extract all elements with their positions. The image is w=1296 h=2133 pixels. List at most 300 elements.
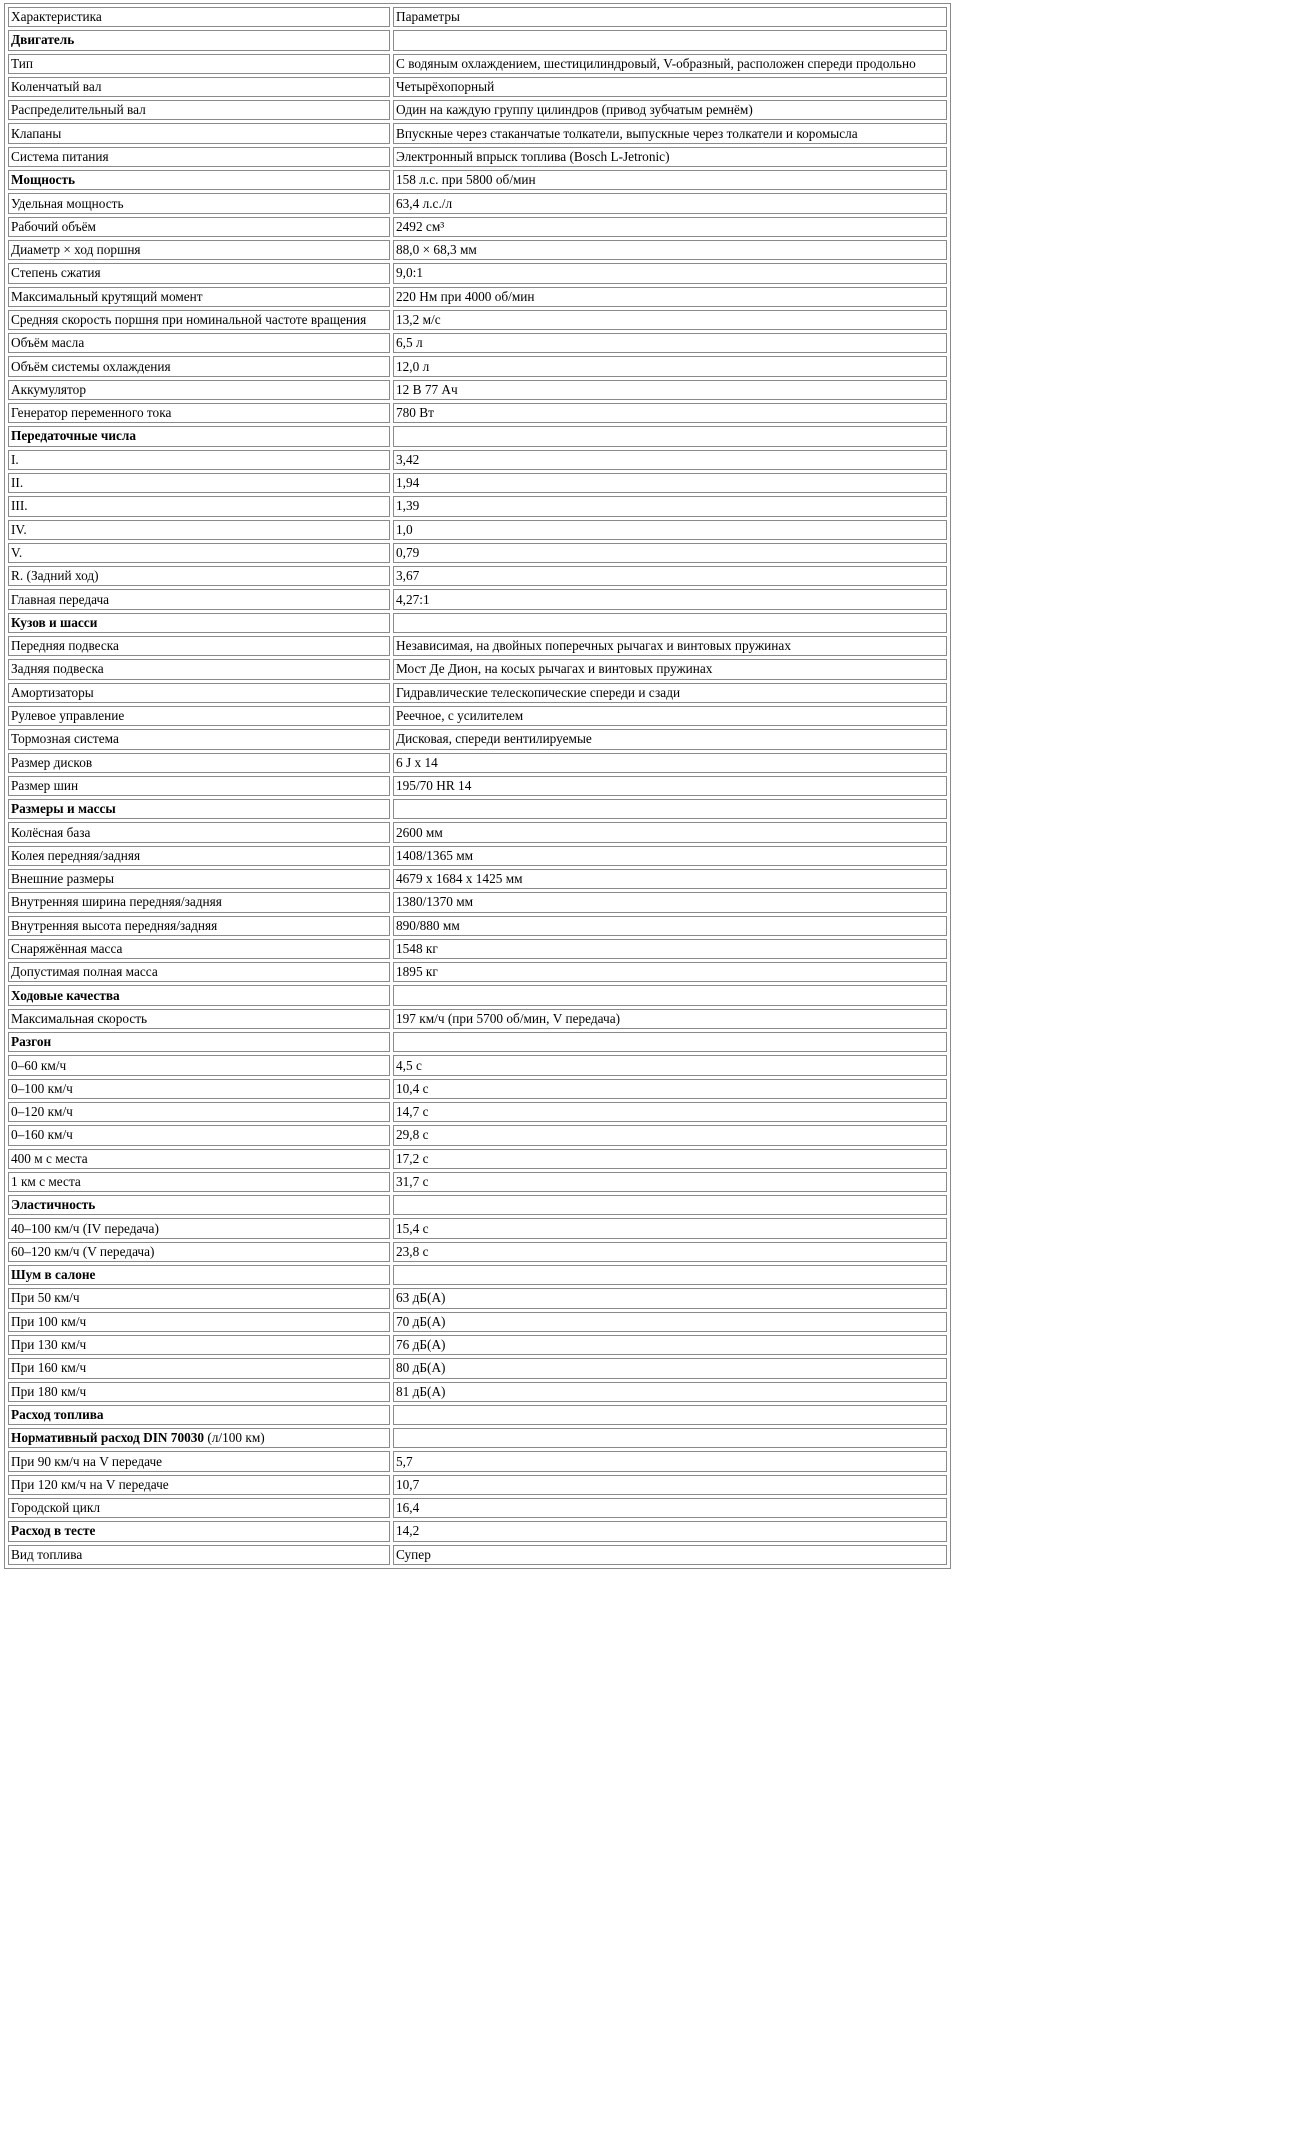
row-label: Передаточные числа [11, 428, 136, 444]
row-value-cell [393, 1218, 947, 1238]
row-label: Нормативный расход DIN 70030 [11, 1430, 205, 1446]
row-value: Дисковая, спереди вентилируемые [396, 731, 592, 747]
row-label-cell [8, 30, 390, 50]
table-row [8, 636, 947, 656]
row-label: Мощность [11, 172, 76, 188]
row-value-cell [393, 1009, 947, 1029]
row-label-cell [8, 916, 390, 936]
row-label: Аккумулятор [11, 381, 86, 397]
table-row [8, 1498, 947, 1518]
row-value-cell [393, 1265, 947, 1285]
row-value: 780 Вт [396, 405, 434, 421]
row-label-cell [8, 380, 390, 400]
section-row [8, 1265, 947, 1285]
row-label: 400 м с места [11, 1150, 88, 1166]
row-value-cell [393, 473, 947, 493]
row-value: 1,94 [396, 475, 420, 491]
section-row [8, 985, 947, 1005]
row-value-cell [393, 1428, 947, 1448]
row-label-cell [8, 1218, 390, 1238]
table-row [8, 659, 947, 679]
row-value: Мост Де Дион, на косых рычагах и винтовых пружинах [396, 661, 713, 677]
table-row [8, 1288, 947, 1308]
row-value: 10,4 с [396, 1080, 429, 1096]
row-value: 14,7 с [396, 1104, 429, 1120]
row-value-cell [393, 1125, 947, 1145]
row-label-cell [8, 356, 390, 376]
row-value-cell [393, 659, 947, 679]
row-value-cell [393, 1335, 947, 1355]
table-row [8, 916, 947, 936]
row-label-cell [8, 613, 390, 633]
row-label-cell [8, 1545, 390, 1565]
row-label-cell [8, 892, 390, 912]
row-value: Независимая, на двойных поперечных рычагах и винтовых пружинах [396, 638, 791, 654]
row-value: 16,4 [396, 1500, 420, 1516]
row-label: При 160 км/ч [11, 1360, 87, 1376]
row-value-cell [393, 799, 947, 819]
row-label: Колёсная база [11, 824, 91, 840]
row-value-cell [393, 1079, 947, 1099]
row-label: 60–120 км/ч (V передача) [11, 1243, 155, 1259]
row-value-cell [393, 30, 947, 50]
row-value: Супер [396, 1546, 431, 1562]
row-value: Четырёхопорный [396, 79, 495, 95]
row-value-cell [393, 356, 947, 376]
row-value: 80 дБ(А) [396, 1360, 446, 1376]
row-label: Допустимая полная масса [11, 964, 158, 980]
row-value: 1408/1365 мм [396, 847, 474, 863]
row-label: Максимальный крутящий момент [11, 288, 203, 304]
row-value: 1,39 [396, 498, 420, 514]
row-label: Объём масла [11, 335, 85, 351]
row-label: При 90 км/ч на V передаче [11, 1453, 163, 1469]
table-row [8, 193, 947, 213]
row-label: Ходовые качества [11, 987, 120, 1003]
section-row [8, 1032, 947, 1052]
row-value-cell [393, 683, 947, 703]
row-value: 15,4 с [396, 1220, 429, 1236]
row-label: Снаряжённая масса [11, 941, 123, 957]
row-label: Генератор переменного тока [11, 405, 172, 421]
table-row [8, 846, 947, 866]
row-value: 4,27:1 [396, 591, 430, 607]
table-row [8, 869, 947, 889]
row-value: 2600 мм [396, 824, 443, 840]
row-value: С водяным охлаждением, шестицилиндровый, V-образный, расположен спереди продольно [396, 55, 916, 71]
row-label: При 120 км/ч на V передаче [11, 1476, 169, 1492]
row-label-cell [8, 1125, 390, 1145]
row-value-cell [393, 985, 947, 1005]
row-label-cell [8, 1428, 390, 1448]
row-label-cell [8, 473, 390, 493]
table-row [8, 356, 947, 376]
row-value-cell [393, 939, 947, 959]
row-value: Один на каждую группу цилиндров (привод зубчатым ремнём) [396, 102, 753, 118]
row-label-cell [8, 1358, 390, 1378]
row-label: Удельная мощность [11, 195, 124, 211]
row-value: 70 дБ(А) [396, 1313, 446, 1329]
row-value-cell [393, 776, 947, 796]
row-value-cell [393, 613, 947, 633]
row-label-cell [8, 333, 390, 353]
table-row [8, 543, 947, 563]
row-value: 1,0 [396, 521, 413, 537]
row-value-cell [393, 1102, 947, 1122]
row-label-cell [8, 799, 390, 819]
table-header-row [8, 7, 947, 27]
table-row [8, 753, 947, 773]
table-row [8, 123, 947, 143]
row-label: Максимальная скорость [11, 1010, 148, 1026]
table-row [8, 473, 947, 493]
row-value: 76 дБ(А) [396, 1337, 446, 1353]
row-label-cell [8, 1288, 390, 1308]
table-row [8, 170, 947, 190]
row-value: 2492 см³ [396, 218, 445, 234]
table-row [8, 54, 947, 74]
row-value-cell [393, 263, 947, 283]
row-label-cell [8, 1242, 390, 1262]
row-label-cell [8, 776, 390, 796]
row-label-cell [8, 846, 390, 866]
section-row [8, 426, 947, 446]
table-row [8, 287, 947, 307]
row-label: Тип [11, 55, 34, 71]
row-value-cell [393, 1451, 947, 1471]
row-value-cell [393, 1172, 947, 1192]
row-label: Размер шин [11, 777, 79, 793]
row-label-cell [8, 147, 390, 167]
row-value: Реечное, с усилителем [396, 708, 524, 724]
section-row [8, 1195, 947, 1215]
row-value: 12,0 л [396, 358, 430, 374]
row-label-cell [8, 520, 390, 540]
table-row [8, 1382, 947, 1402]
row-value-cell [393, 380, 947, 400]
row-value: 17,2 с [396, 1150, 429, 1166]
table-row [8, 683, 947, 703]
row-label: При 130 км/ч [11, 1337, 87, 1353]
row-label-cell [8, 310, 390, 330]
row-value-cell [393, 1242, 947, 1262]
row-value-cell [393, 846, 947, 866]
row-value-cell [393, 426, 947, 446]
table-row [8, 892, 947, 912]
row-value: 88,0 × 68,3 мм [396, 242, 477, 258]
row-label: Двигатель [11, 32, 75, 48]
row-value: 195/70 HR 14 [396, 777, 472, 793]
row-value: 6,5 л [396, 335, 423, 351]
row-value-cell [393, 869, 947, 889]
table-row [8, 1172, 947, 1192]
row-label: При 100 км/ч [11, 1313, 87, 1329]
row-label-cell [8, 287, 390, 307]
row-label-cell [8, 1382, 390, 1402]
row-label-cell [8, 939, 390, 959]
row-label: Задняя подвеска [11, 661, 104, 677]
table-row [8, 1079, 947, 1099]
row-value: 3,67 [396, 568, 420, 584]
row-label-cell [8, 1312, 390, 1332]
row-value: 5,7 [396, 1453, 413, 1469]
table-row [8, 729, 947, 749]
row-value: 13,2 м/с [396, 312, 441, 327]
row-value-cell [393, 1498, 947, 1518]
row-value-cell [393, 403, 947, 423]
table-row [8, 939, 947, 959]
row-label: Передняя подвеска [11, 638, 119, 654]
row-label: Размер дисков [11, 754, 93, 770]
row-label-cell [8, 450, 390, 470]
row-value: 6 J x 14 [396, 754, 438, 770]
spec-table [4, 3, 951, 1569]
row-label: Внешние размеры [11, 871, 115, 887]
table-row [8, 403, 947, 423]
row-label-cell [8, 54, 390, 74]
spec-table-body [8, 7, 947, 1565]
row-label-cell [8, 1149, 390, 1169]
row-value-cell [393, 333, 947, 353]
row-value-cell [393, 916, 947, 936]
row-value-cell [393, 1521, 947, 1541]
row-label: Колея передняя/задняя [11, 847, 141, 863]
row-label: 40–100 км/ч (IV передача) [11, 1220, 159, 1236]
table-row [8, 1335, 947, 1355]
row-label: IV. [11, 521, 27, 537]
row-value: 12 В 77 Ач [396, 381, 458, 397]
row-label: I. [11, 451, 19, 467]
row-value-cell [393, 1195, 947, 1215]
row-value-cell [393, 54, 947, 74]
table-row [8, 1521, 947, 1541]
row-label-cell [8, 1475, 390, 1495]
row-label-cell [8, 1451, 390, 1471]
row-value-cell [393, 892, 947, 912]
row-label-cell [8, 1055, 390, 1075]
table-row [8, 1312, 947, 1332]
row-label-cell [8, 683, 390, 703]
header-parameters: Параметры [393, 7, 947, 27]
table-row [8, 1055, 947, 1075]
row-label-cell [8, 403, 390, 423]
row-label: II. [11, 475, 24, 491]
row-label-cell [8, 77, 390, 97]
row-value-cell [393, 520, 947, 540]
table-row [8, 450, 947, 470]
table-row [8, 217, 947, 237]
section-row [8, 1428, 947, 1448]
row-value-cell [393, 170, 947, 190]
row-label-cell [8, 869, 390, 889]
row-value-cell [393, 77, 947, 97]
row-label: Коленчатый вал [11, 79, 102, 95]
row-label: Внутренняя ширина передняя/задняя [11, 894, 222, 910]
row-label: Средняя скорость поршня при номинальной частоте вращения [11, 312, 367, 327]
row-label: Внутренняя высота передняя/задняя [11, 917, 218, 933]
row-label: 0–60 км/ч [11, 1057, 67, 1073]
row-value-cell [393, 1032, 947, 1052]
row-value-cell [393, 962, 947, 982]
table-row [8, 333, 947, 353]
row-value-cell [393, 287, 947, 307]
row-label-cell [8, 1032, 390, 1052]
row-value: 220 Нм при 4000 об/мин [396, 288, 535, 304]
row-value: 9,0:1 [396, 265, 423, 281]
row-value-cell [393, 1382, 947, 1402]
row-value-cell [393, 706, 947, 726]
table-row [8, 962, 947, 982]
row-value: 4679 x 1684 x 1425 мм [396, 871, 523, 887]
row-value-cell [393, 1055, 947, 1075]
row-value-cell [393, 496, 947, 516]
row-value-cell [393, 193, 947, 213]
row-label: При 180 км/ч [11, 1383, 87, 1399]
table-row [8, 1102, 947, 1122]
row-value: 197 км/ч (при 5700 об/мин, V передача) [396, 1010, 621, 1026]
row-label-cell [8, 1009, 390, 1029]
row-label-cell [8, 123, 390, 143]
table-row [8, 1358, 947, 1378]
row-label-cell [8, 1498, 390, 1518]
row-label: Система питания [11, 148, 109, 164]
row-value: 158 л.с. при 5800 об/мин [396, 172, 536, 188]
table-row [8, 1242, 947, 1262]
row-label-cell [8, 589, 390, 609]
row-label: Вид топлива [11, 1546, 83, 1562]
row-value: 1380/1370 мм [396, 894, 474, 910]
row-label-cell [8, 1102, 390, 1122]
row-label: Главная передача [11, 591, 110, 607]
row-value-cell [393, 1405, 947, 1425]
row-label-cell [8, 985, 390, 1005]
row-label: Рулевое управление [11, 708, 125, 724]
row-value-cell [393, 1358, 947, 1378]
row-label: V. [11, 544, 23, 560]
row-value-cell [393, 753, 947, 773]
row-label: Размеры и массы [11, 801, 116, 817]
row-label: Шум в салоне [11, 1267, 96, 1283]
row-value: 10,7 [396, 1476, 420, 1492]
table-row [8, 706, 947, 726]
row-value-cell [393, 123, 947, 143]
row-label-cell [8, 706, 390, 726]
row-value: 81 дБ(А) [396, 1383, 446, 1399]
row-label-suffix: (л/100 км) [204, 1430, 265, 1446]
row-label-cell [8, 240, 390, 260]
row-value: 29,8 с [396, 1127, 429, 1143]
row-label: 0–100 км/ч [11, 1080, 73, 1096]
row-label: 0–160 км/ч [11, 1127, 73, 1143]
row-label-cell [8, 426, 390, 446]
table-row [8, 1218, 947, 1238]
row-value-cell [393, 240, 947, 260]
row-value: 23,8 с [396, 1243, 429, 1259]
row-label: Эластичность [11, 1197, 96, 1213]
row-value: 0,79 [396, 544, 420, 560]
row-label: III. [11, 498, 28, 514]
row-value: Впускные через стаканчатые толкатели, выпускные через толкатели и коромысла [396, 125, 858, 141]
row-value-cell [393, 636, 947, 656]
row-value: 890/880 мм [396, 917, 460, 933]
spec-table-container [4, 3, 951, 1569]
row-label-cell [8, 193, 390, 213]
row-value: 14,2 [396, 1523, 420, 1539]
table-row [8, 147, 947, 167]
table-row [8, 1545, 947, 1565]
row-value: 3,42 [396, 451, 420, 467]
section-row [8, 799, 947, 819]
row-value: 63 дБ(А) [396, 1290, 446, 1306]
row-value-cell [393, 729, 947, 749]
table-row [8, 822, 947, 842]
section-row [8, 1405, 947, 1425]
row-label: Расход топлива [11, 1406, 104, 1422]
row-value-cell [393, 589, 947, 609]
row-label: Городской цикл [11, 1500, 100, 1516]
row-label-cell [8, 1405, 390, 1425]
row-value-cell [393, 217, 947, 237]
row-value: Электронный впрыск топлива (Bosch L-Jetronic) [396, 148, 670, 164]
row-value: Гидравлические телескопические спереди и сзади [396, 684, 681, 700]
row-value-cell [393, 147, 947, 167]
row-label-cell [8, 100, 390, 120]
row-label: При 50 км/ч [11, 1290, 80, 1306]
row-value-cell [393, 1312, 947, 1332]
row-label: Диаметр × ход поршня [11, 242, 141, 258]
table-row [8, 380, 947, 400]
row-label-cell [8, 962, 390, 982]
row-value-cell [393, 310, 947, 330]
table-row [8, 496, 947, 516]
row-label: 0–120 км/ч [11, 1104, 73, 1120]
row-label: Расход в тесте [11, 1523, 96, 1539]
row-label: Степень сжатия [11, 265, 101, 281]
row-value-cell [393, 1475, 947, 1495]
row-label-cell [8, 566, 390, 586]
row-label: Рабочий объём [11, 218, 96, 234]
row-label: Клапаны [11, 125, 62, 141]
row-label: Амортизаторы [11, 684, 94, 700]
row-label-cell [8, 822, 390, 842]
row-label-cell [8, 1195, 390, 1215]
table-row [8, 1149, 947, 1169]
table-row [8, 1475, 947, 1495]
row-value: 1895 кг [396, 964, 438, 980]
header-characteristic: Характеристика [8, 7, 390, 27]
row-label: Объём системы охлаждения [11, 358, 171, 374]
row-label-cell [8, 496, 390, 516]
row-label-cell [8, 170, 390, 190]
row-value-cell [393, 543, 947, 563]
row-label-cell [8, 659, 390, 679]
table-row [8, 1451, 947, 1471]
table-row [8, 263, 947, 283]
row-value-cell [393, 450, 947, 470]
row-value: 1548 кг [396, 941, 438, 957]
row-label-cell [8, 1265, 390, 1285]
table-row [8, 520, 947, 540]
row-label-cell [8, 636, 390, 656]
row-value: 4,5 с [396, 1057, 422, 1073]
table-row [8, 589, 947, 609]
table-row [8, 100, 947, 120]
row-label-cell [8, 1335, 390, 1355]
row-label-cell [8, 1079, 390, 1099]
row-value: 63,4 л.с./л [396, 195, 453, 211]
row-label: Разгон [11, 1034, 52, 1050]
row-value-cell [393, 822, 947, 842]
